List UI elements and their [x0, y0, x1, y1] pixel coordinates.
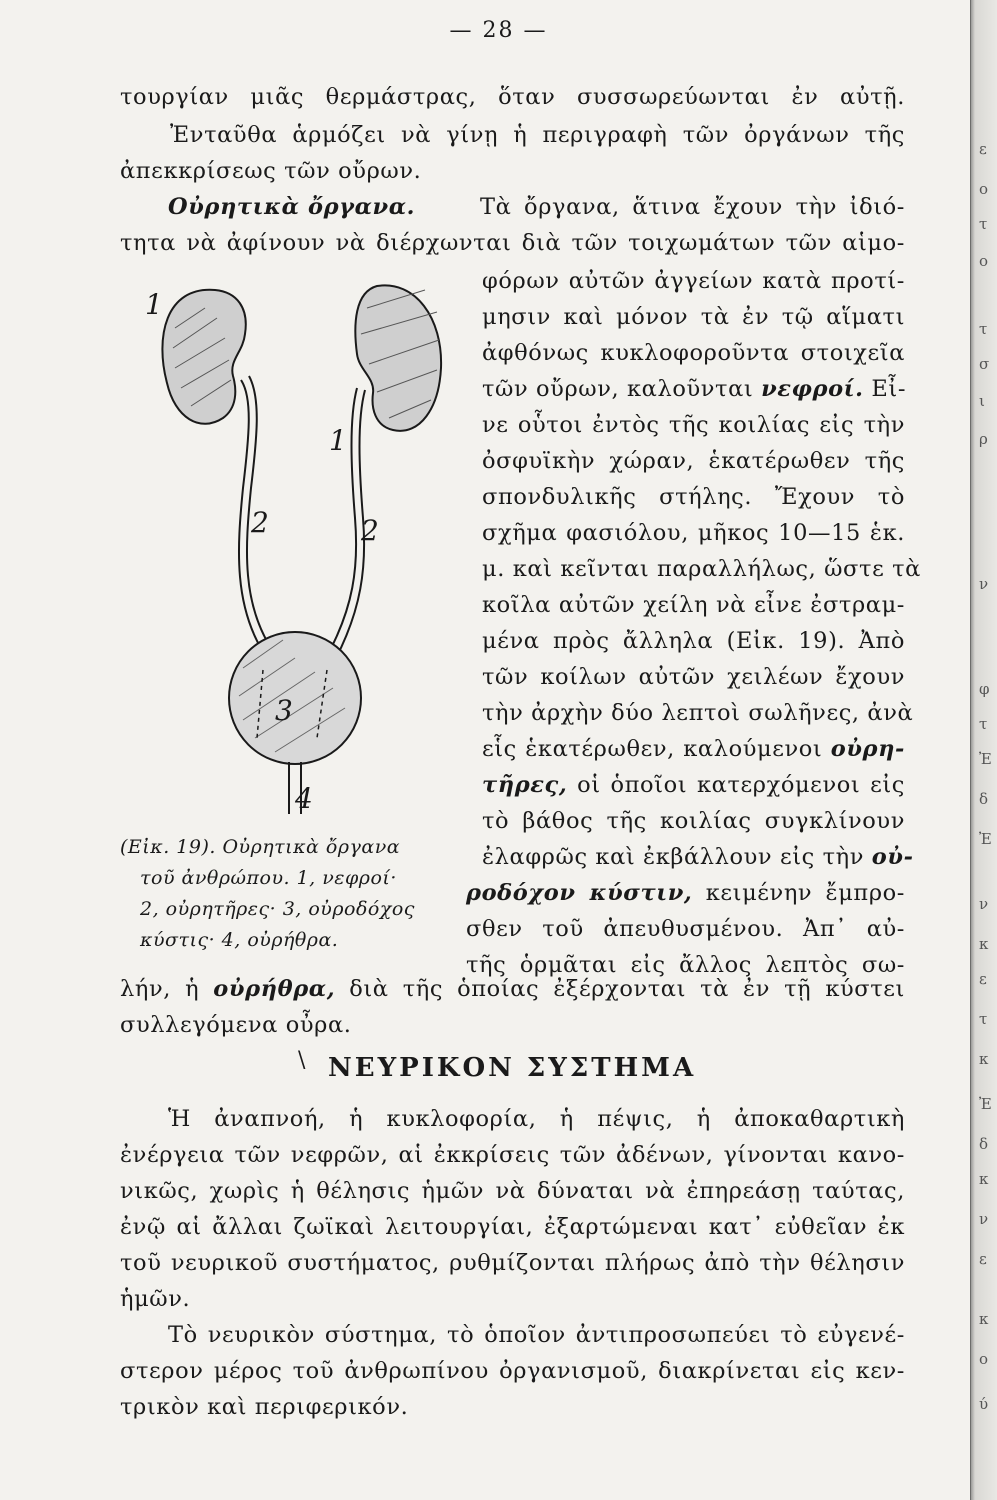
edge-letter: ν [979, 575, 989, 593]
body-line: Τὰ ὄργανα, ἅτινα ἔχουν τὴν ἰδιό- [480, 194, 905, 220]
figure-caption-line: κύστις· 4, οὐρήθρα. [140, 929, 339, 951]
body-line: Ἡ ἀναπνοή, ἡ κυκλοφορία, ἡ πέψις, ἡ ἀποκαθαρτικὴ [168, 1106, 905, 1132]
edge-letter: τ [979, 715, 988, 733]
figure-label: 3 [275, 694, 293, 727]
column-line: τῶν κοίλων αὐτῶν χειλέων ἔχουν [482, 664, 905, 690]
term-ureters-cont: τῆρες, [482, 772, 568, 798]
figure-caption-line: τοῦ ἀνθρώπου. 1, νεφροί· [140, 867, 397, 889]
column-line: νε οὗτοι ἐντὸς τῆς κοιλίας εἰς τὴν [482, 412, 905, 438]
edge-letter: δ [979, 790, 989, 808]
body-line: Τὸ νευρικὸν σύστημα, τὸ ὁποῖον ἀντιπροσωπεύει τὸ εὐγενέ- [168, 1322, 905, 1348]
body-line: ἀπεκκρίσεως τῶν οὔρων. [120, 158, 422, 184]
edge-letter: ο [979, 1350, 989, 1368]
body-line [120, 978, 905, 1001]
column-line: ἀφθόνως κυκλοφοροῦντα στοιχεῖα [482, 340, 905, 366]
column-line: τὴν ἀρχὴν δύο λεπτοὶ σωλῆνες, ἀνὰ [482, 700, 914, 726]
column-line: ὀσφυϊκὴν χώραν, ἑκατέρωθεν τῆς [482, 448, 905, 474]
figure-label: 1 [145, 288, 163, 321]
body-line: ἡμῶν. [120, 1286, 191, 1312]
page-number: — 28 — [449, 18, 548, 43]
body-line: τουργίαν μιᾶς θερμάστρας, ὅταν συσσωρεύωνται ἐν αὐτῇ. [120, 84, 905, 110]
edge-letter: ε [979, 1250, 987, 1268]
figure-caption-line: (Εἰκ. 19). Οὐρητικὰ ὄργανα [120, 836, 401, 858]
term-urethra: οὐρήθρα, [213, 976, 336, 1002]
column-text: εἷς ἑκατέρωθεν, καλούμενοι [482, 736, 823, 762]
column-text: κειμένην ἔμπρο- [705, 880, 905, 906]
body-text: διὰ τῆς ὁποίας ἐξέρχονται τὰ ἐν τῇ κύστει [349, 976, 905, 1002]
edge-letter: δ [979, 1135, 989, 1153]
figure-label: 2 [361, 514, 379, 547]
subheading-urinary-organs [168, 196, 415, 219]
column-line [482, 844, 914, 870]
edge-letter: σ [979, 355, 990, 373]
pencil-check-mark: \ [298, 1048, 306, 1073]
edge-letter: ε [979, 970, 987, 988]
edge-letter: ι [979, 392, 985, 410]
body-text: λήν, ἡ [120, 976, 200, 1002]
column-line: σπονδυλικῆς στήλης. Ἔχουν τὸ [482, 484, 905, 510]
edge-letter: ύ [979, 1395, 989, 1413]
column-text: ἐλαφρῶς καὶ ἐκβάλλουν εἰς τὴν [482, 844, 864, 870]
term-ureters: οὐρη- [830, 736, 905, 762]
column-text: οἱ ὁποῖοι κατερχόμενοι εἰς [577, 772, 905, 798]
column-line [482, 738, 905, 761]
edge-letter: τ [979, 1010, 988, 1028]
column-line: μένα πρὸς ἄλληλα (Εἰκ. 19). Ἀπὸ [482, 628, 905, 654]
edge-letter: ε [979, 140, 987, 158]
column-line [482, 378, 905, 401]
column-text: τῶν οὔρων, καλοῦνται [482, 376, 754, 402]
body-line: νικῶς, χωρὶς ἡ θέλησις ἡμῶν νὰ δύναται νὰ ἐπηρεάσῃ ταύτας, [120, 1178, 905, 1204]
left-kidney [162, 290, 245, 424]
figure-caption-line: 2, οὐρητῆρες· 3, οὐροδόχος [140, 898, 415, 920]
edge-letter: φ [979, 680, 990, 698]
column-line: φόρων αὐτῶν ἀγγείων κατὰ προτί- [482, 268, 905, 294]
column-line [466, 882, 905, 905]
bladder [229, 632, 361, 764]
edge-letter: Ἐ [979, 830, 992, 848]
figure-label: 4 [295, 782, 313, 815]
column-line: σθεν τοῦ ἀπευθυσμένου. Ἀπ᾽ αὐ- [466, 916, 905, 942]
adjacent-page-edge [970, 0, 997, 1500]
edge-letter: τ [979, 320, 988, 338]
column-text: Εἶ- [871, 376, 907, 402]
body-line: τητα νὰ ἀφίνουν νὰ διέρχωνται διὰ τῶν τοιχωμάτων τῶν αἱμο- [120, 230, 905, 256]
edge-letter: Ἐ [979, 1095, 992, 1113]
edge-letter: Ἐ [979, 750, 992, 768]
edge-letter: τ [979, 215, 988, 233]
edge-letter: κ [979, 1050, 989, 1068]
column-line: μ. καὶ κεῖνται παραλλήλως, ὥστε τὰ [482, 556, 921, 582]
edge-letter: κ [979, 1170, 989, 1188]
column-line: σχῆμα φασιόλου, μῆκος 10—15 ἑκ. [482, 520, 905, 546]
edge-letter: κ [979, 1310, 989, 1328]
body-line: τοῦ νευρικοῦ συστήματος, ρυθμίζονται πλήρως ἀπὸ τὴν θέλησιν [120, 1250, 905, 1276]
edge-letter: ο [979, 252, 989, 270]
figure-label: 2 [251, 506, 269, 539]
body-line: τρικὸν καὶ περιφερικόν. [120, 1394, 409, 1420]
edge-letter: ν [979, 1210, 989, 1228]
edge-letter: κ [979, 935, 989, 953]
body-line: στερον μέρος τοῦ ἀνθρωπίνου ὀργανισμοῦ, διακρίνεται εἰς κεν- [120, 1358, 905, 1384]
column-line: τὸ βάθος τῆς κοιλίας συγκλίνουν [482, 808, 905, 834]
column-line: μησιν καὶ μόνον τὰ ἐν τῷ αἵματι [482, 304, 905, 330]
edge-letter: ο [979, 180, 989, 198]
figure-label: 1 [329, 424, 347, 457]
body-line: συλλεγόμενα οὖρα. [120, 1012, 352, 1038]
body-line: ἐνέργεια τῶν νεφρῶν, αἱ ἐκκρίσεις τῶν ἀδένων, γίνονται κανο- [120, 1142, 905, 1168]
column-line: τῆς ὁρμᾶται εἰς ἄλλος λεπτὸς σω- [466, 952, 905, 978]
section-heading: ΝΕΥΡΙΚΟΝ ΣΥΣΤΗΜΑ [328, 1053, 697, 1083]
body-line: ἐνῷ αἱ ἄλλαι ζωϊκαὶ λειτουργίαι, ἐξαρτώμεναι κατ᾽ εὐθεῖαν ἐκ [120, 1214, 905, 1240]
edge-letter: ν [979, 895, 989, 913]
term-kidneys: νεφροί. [761, 376, 864, 402]
urinary-organs-figure [145, 268, 465, 828]
term-bladder: οὐ- [871, 844, 914, 870]
column-line: κοῖλα αὐτῶν χείλη νὰ εἶνε ἐστραμ- [482, 592, 905, 618]
term-bladder-cont: ροδόχον κύστιν, [466, 880, 693, 906]
body-line: Ἐνταῦθα ἁρμόζει νὰ γίνῃ ἡ περιγραφὴ τῶν ὀργάνων τῆς [170, 122, 905, 148]
subheading-title: Οὐρητικὰ ὄργανα. [168, 194, 416, 220]
edge-letter: ρ [979, 430, 988, 448]
column-line [482, 774, 905, 797]
